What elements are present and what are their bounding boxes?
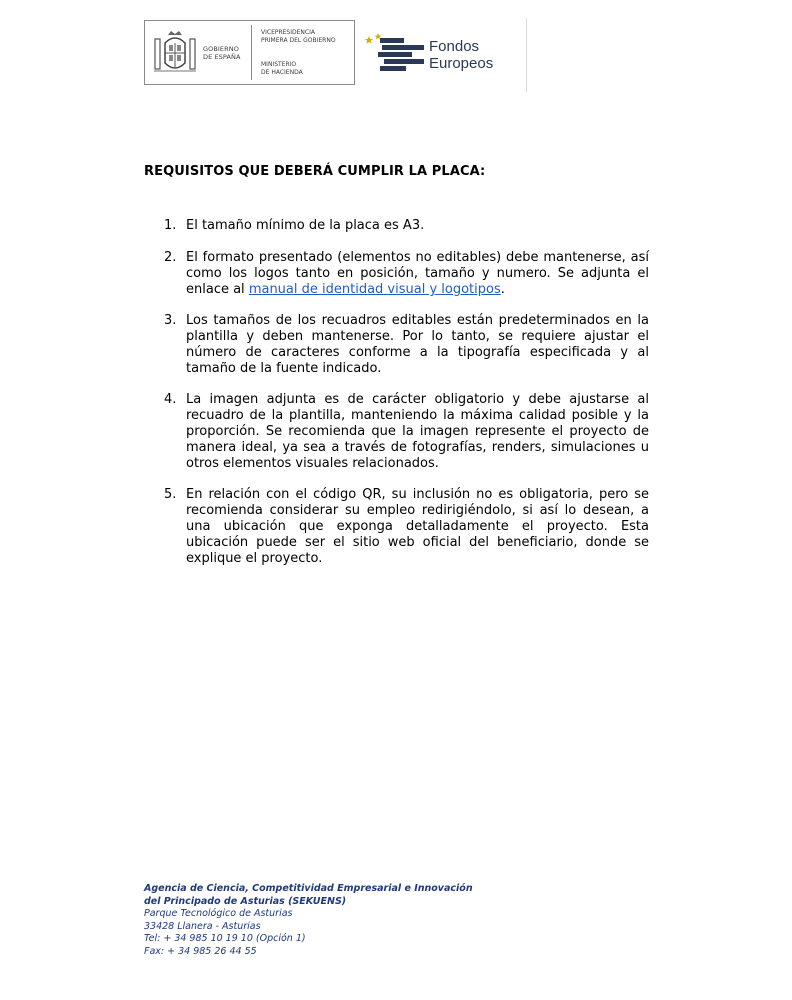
footer-org-line1: Agencia de Ciencia, Competitividad Empresarial e Innovación: [144, 883, 473, 894]
requirements-list: [144, 218, 649, 581]
divider: [251, 25, 252, 80]
header-separator: [526, 18, 527, 92]
footer-address2: 33428 Llanera - Asturias: [144, 920, 261, 932]
gobierno-logo: [144, 20, 355, 85]
footer-fax: Fax: + 34 985 26 44 55: [144, 945, 257, 957]
footer-tel: Tel: + 34 985 10 19 10 (Opción 1): [144, 933, 306, 944]
list-item: 1. El tamaño mínimo de la placa es A3.: [164, 218, 425, 233]
coat-of-arms-icon: [153, 29, 197, 77]
fondos-europeos-logo: [364, 30, 504, 80]
fondos-europeos-label: Fondos Europeos: [429, 38, 494, 72]
list-item: 3. Los tamaños de los recuadros editables están predeterminados en la plantilla y deben mantenerse. Por lo tanto, se requiere ajustar el número de caracteres conforme a la tipografía especificada y al tamaño de la fuente indicado.: [164, 313, 649, 376]
vicepresidencia-label: VICEPRESIDENCIA PRIMERA DEL GOBIERNO: [261, 29, 336, 44]
ministerio-label: MINISTERIO DE HACIENDA: [261, 61, 303, 76]
footer-contact: [144, 883, 473, 958]
footer-org-line2: del Principado de Asturias (SEKUENS): [144, 895, 347, 907]
gobierno-label: GOBIERNO DE ESPAÑA: [203, 45, 241, 61]
footer-address1: Parque Tecnológico de Asturias: [144, 908, 293, 919]
list-item: 5. En relación con el código QR, su inclusión no es obligatoria, pero se recomienda considerar su empleo redirigiéndolo, si así lo desean, a una ubicación que exponga detalladamente el proyecto. Esta ubicación puede ser el sitio web oficial del beneficiario, donde se explique el proyecto.: [164, 487, 649, 566]
page-title: REQUISITOS QUE DEBERÁ CUMPLIR LA PLACA:: [144, 164, 486, 179]
list-item: 2. El formato presentado (elementos no editables) debe mantenerse, así como los logos tanto en posición, tamaño y numero. Se adjunta el enlace al manual de identidad visual y logotipos.: [164, 250, 649, 297]
list-item: 4. La imagen adjunta es de carácter obligatorio y debe ajustarse al recuadro de la plantilla, manteniendo la máxima calidad posible y la proporción. Se recomienda que la imagen represente el proyecto de manera ideal, ya sea a través de fotografías, renders, simulaciones u otros elementos visuales relacionados.: [164, 392, 649, 471]
fondos-europeos-icon: [364, 30, 426, 78]
manual-identidad-link[interactable]: manual de identidad visual y logotipos: [248, 282, 501, 297]
